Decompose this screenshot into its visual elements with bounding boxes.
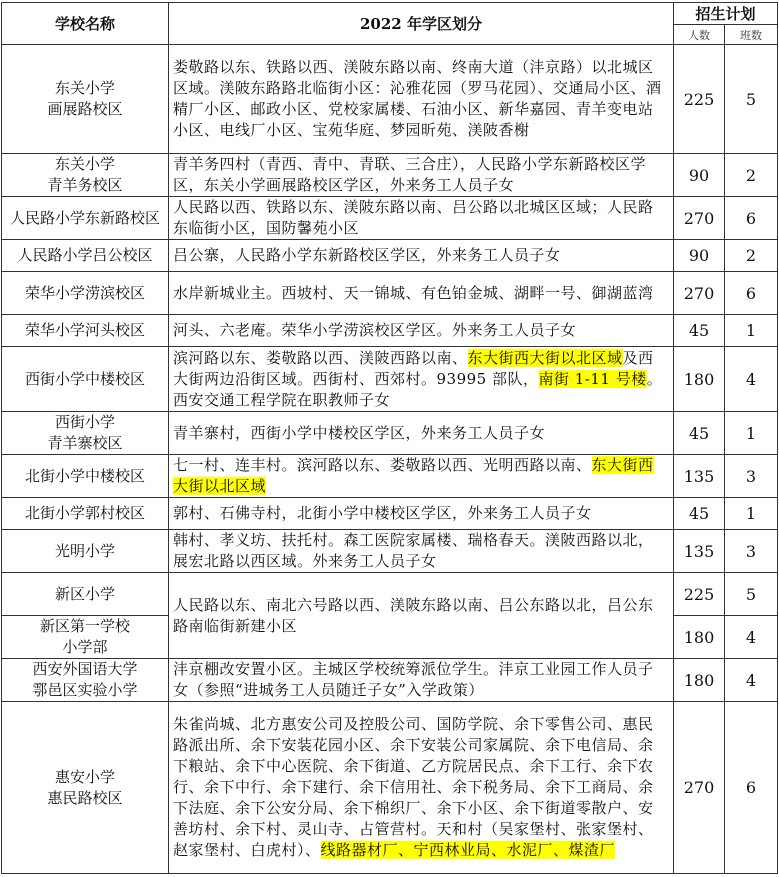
school-name-cell bbox=[2, 530, 169, 573]
district-cell bbox=[169, 272, 674, 315]
school-name-cell bbox=[2, 498, 169, 530]
district-cell bbox=[169, 240, 674, 272]
school-name-line: 北街小学中楼校区 bbox=[24, 466, 145, 485]
students-count-cell: 90 bbox=[674, 240, 725, 272]
students-count-cell: 180 bbox=[674, 616, 725, 659]
highlighted-district-text: 线路器材厂、宁西林业局、水泥厂、煤渣厂 bbox=[320, 841, 616, 859]
district-text: 七一村、连丰村。滨河路以东、娄敬路以西、光明西路以南、 bbox=[173, 456, 592, 474]
school-name-line: 人民路小学吕公校区 bbox=[17, 246, 153, 264]
table-row bbox=[2, 412, 778, 455]
students-count-cell: 90 bbox=[674, 154, 725, 197]
school-name-line: 惠民路校区 bbox=[47, 788, 123, 807]
school-name-cell bbox=[2, 659, 169, 702]
header-enrollment-plan: 招生计划 bbox=[674, 3, 778, 25]
school-name-line: 人民路小学东新路校区 bbox=[9, 208, 160, 227]
students-count-cell: 270 bbox=[674, 272, 725, 315]
district-text: 青羊务四村（青西、青中、青联、三合庄），人民路小学东新路校区学区，东关小学画展路校区学区，外来务工人员子女 bbox=[173, 155, 647, 194]
school-name-cell bbox=[2, 616, 169, 659]
district-cell bbox=[169, 455, 674, 498]
school-name-cell bbox=[2, 412, 169, 455]
table-row bbox=[2, 659, 778, 702]
district-text: 人民路以西、铁路以东、渼陂东路以南、吕公路以北城区区域；人民路东临街小区，国防馨苑小区 bbox=[173, 198, 654, 237]
school-name-line: 东关小学 bbox=[54, 79, 115, 97]
district-cell bbox=[169, 197, 674, 240]
classes-count-cell: 3 bbox=[725, 530, 778, 573]
table-row bbox=[2, 530, 778, 573]
district-text: 水岸新城业主。西坡村、天一锦城、有色铂金城、湖畔一号、御湖蓝湾 bbox=[173, 283, 654, 302]
students-count-cell: 180 bbox=[674, 347, 725, 412]
district-text: 韩村、孝义坊、扶托村。森工医院家属楼、瑞格春天。渼陂西路以北，展宏北路以西区域。外来务工人员子女 bbox=[173, 531, 654, 570]
district-text: 及西大街两边沿街区域。西街村、西郊村。93995 部队， bbox=[173, 348, 654, 388]
school-name-cell bbox=[2, 702, 169, 874]
district-text: 沣京棚改安置小区。主城区学校统筹派位学生。沣京工业园工作人员子女（参照“进城务工人员随迁子女”入学政策） bbox=[173, 660, 654, 699]
table-row bbox=[2, 154, 778, 197]
highlighted-district-text: 东大街西大街以北区域 bbox=[467, 348, 623, 367]
classes-count-cell: 6 bbox=[725, 197, 778, 240]
district-text: 朱雀尚城、北方惠安公司及控股公司、国防学院、余下零售公司、惠民路派出所、余下安装花园小区、余下安装公司家属院、余下电信局、余下粮站、余下中心医院、余下街道、乙方院居民点、余下工行、余下农行、余下中行、余下建行、余下信用社、余下税务局、余下工商局、余下法庭、余下公安分局、余下棉织厂、余下小区、余下街道零散户、安善坊村、余下村、灵山寺、占管营村。天和村（吴家堡村、张家堡村、赵家堡村、白虎村）、 bbox=[173, 715, 654, 859]
classes-count-cell: 6 bbox=[725, 702, 778, 874]
school-name-cell bbox=[2, 240, 169, 272]
district-text: 青羊寨村，西街小学中楼校区学区，外来务工人员子女 bbox=[173, 423, 546, 442]
table-row bbox=[2, 272, 778, 315]
students-count-cell: 135 bbox=[674, 455, 725, 498]
table-row bbox=[2, 45, 778, 154]
table-row bbox=[2, 702, 778, 874]
district-text: 。西安交通工程学院在职教师子女 bbox=[173, 369, 663, 409]
table-row bbox=[2, 455, 778, 498]
school-name-cell bbox=[2, 272, 169, 315]
school-name-line: 鄠邑区实验小学 bbox=[32, 681, 138, 699]
students-count-cell: 225 bbox=[674, 45, 725, 154]
classes-count-cell: 1 bbox=[725, 412, 778, 455]
students-count-cell: 270 bbox=[674, 197, 725, 240]
highlighted-district-text: 南街 1-11 号楼 bbox=[538, 369, 647, 388]
district-cell bbox=[169, 702, 674, 874]
students-count-cell: 45 bbox=[674, 498, 725, 530]
school-name-line: 青羊寨校区 bbox=[47, 434, 123, 452]
school-name-cell bbox=[2, 573, 169, 616]
classes-count-cell: 2 bbox=[725, 154, 778, 197]
school-district-table bbox=[1, 2, 778, 874]
district-cell bbox=[169, 154, 674, 197]
district-cell bbox=[169, 498, 674, 530]
header-classes: 班数 bbox=[725, 25, 778, 45]
school-name-cell bbox=[2, 347, 169, 412]
school-name-cell bbox=[2, 455, 169, 498]
school-name-cell bbox=[2, 154, 169, 197]
school-name-line: 惠安小学 bbox=[54, 767, 115, 786]
school-name-line: 光明小学 bbox=[54, 541, 115, 560]
students-count-cell: 45 bbox=[674, 412, 725, 455]
classes-count-cell: 5 bbox=[725, 573, 778, 616]
header-district: 2022 年学区划分 bbox=[169, 3, 674, 45]
classes-count-cell: 1 bbox=[725, 315, 778, 347]
classes-count-cell: 4 bbox=[725, 347, 778, 412]
district-cell bbox=[169, 659, 674, 702]
students-count-cell: 180 bbox=[674, 659, 725, 702]
school-name-line: 青羊务校区 bbox=[47, 176, 123, 194]
table-row bbox=[2, 240, 778, 272]
header-school-name: 学校名称 bbox=[2, 3, 169, 45]
classes-count-cell: 1 bbox=[725, 498, 778, 530]
district-cell bbox=[169, 573, 674, 659]
school-name-cell bbox=[2, 45, 169, 154]
students-count-cell: 135 bbox=[674, 530, 725, 573]
district-cell bbox=[169, 347, 674, 412]
district-text: 滨河路以东、娄敬路以西、渼陂西路以南、 bbox=[173, 348, 468, 367]
classes-count-cell: 6 bbox=[725, 272, 778, 315]
district-text: 人民路以东、南北六号路以西、渼陂东路以南、吕公东路以北，吕公东路南临街新建小区 bbox=[173, 595, 654, 635]
table-row bbox=[2, 573, 778, 616]
classes-count-cell: 3 bbox=[725, 455, 778, 498]
district-text: 郭村、石佛寺村，北街小学中楼校区学区，外来务工人员子女 bbox=[173, 504, 592, 522]
header-students: 人数 bbox=[674, 25, 725, 45]
school-name-line: 北街小学郭村校区 bbox=[24, 504, 145, 522]
school-name-line: 画展路校区 bbox=[47, 100, 123, 118]
district-text: 娄敬路以东、铁路以西、渼陂东路以南、终南大道（沣京路）以北城区区域。渼陂东路路北临街小区：沁雅花园（罗马花园）、交通局小区、酒精厂小区、邮政小区、党校家属楼、石油小区、新华嘉园、青羊变电站小区、电线厂小区、宝苑华庭、梦园昕苑、渼陂香榭 bbox=[173, 58, 662, 139]
highlighted-district-text: 东大街西大街以北区域 bbox=[173, 456, 654, 495]
table-row bbox=[2, 315, 778, 347]
classes-count-cell: 4 bbox=[725, 659, 778, 702]
classes-count-cell: 4 bbox=[725, 616, 778, 659]
table-row bbox=[2, 347, 778, 412]
school-name-line: 小学部 bbox=[62, 638, 108, 656]
district-text: 河头、六老庵。荣华小学涝滨校区学区。外来务工人员子女 bbox=[173, 321, 577, 339]
district-cell bbox=[169, 412, 674, 455]
school-name-line: 西安外国语大学 bbox=[32, 660, 138, 678]
school-name-line: 荣华小学河头校区 bbox=[24, 321, 145, 339]
school-name-line: 西街小学 bbox=[54, 413, 115, 431]
school-name-line: 西街小学中楼校区 bbox=[24, 369, 145, 388]
students-count-cell: 45 bbox=[674, 315, 725, 347]
district-text: 吕公寨，人民路小学东新路校区学区，外来务工人员子女 bbox=[173, 246, 561, 264]
table-row bbox=[2, 197, 778, 240]
school-name-line: 荣华小学涝滨校区 bbox=[24, 283, 145, 302]
students-count-cell: 270 bbox=[674, 702, 725, 874]
table-row bbox=[2, 498, 778, 530]
school-name-line: 东关小学 bbox=[54, 155, 115, 173]
school-name-line: 新区第一学校 bbox=[39, 617, 130, 635]
district-cell bbox=[169, 530, 674, 573]
school-name-cell bbox=[2, 197, 169, 240]
classes-count-cell: 2 bbox=[725, 240, 778, 272]
district-cell bbox=[169, 315, 674, 347]
students-count-cell: 225 bbox=[674, 573, 725, 616]
school-name-line: 新区小学 bbox=[54, 584, 115, 603]
classes-count-cell: 5 bbox=[725, 45, 778, 154]
school-name-cell bbox=[2, 315, 169, 347]
district-cell bbox=[169, 45, 674, 154]
